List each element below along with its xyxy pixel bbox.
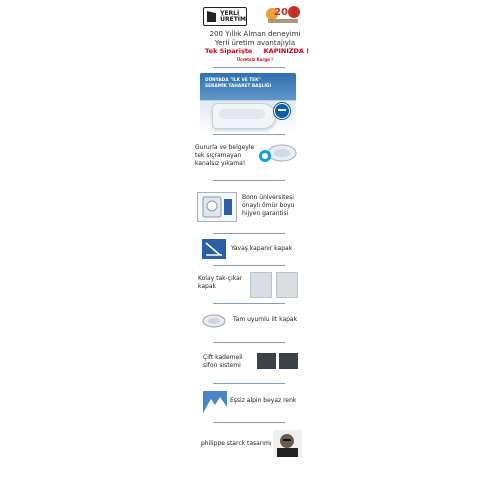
rimless-bowl-image (257, 143, 297, 167)
feature-line: kanalsız yıkama! (195, 160, 246, 167)
badge-line-1: YERLİ (220, 9, 240, 17)
feature-line: tek sıçramayan (195, 152, 242, 159)
intro-line-2: Yerli üretim avantajıyla (214, 39, 296, 47)
banner-line-2: SERAMİK TAHARET BAŞLIĞI (205, 83, 272, 89)
intro-text (205, 30, 305, 48)
divider (213, 180, 285, 181)
divider (213, 342, 285, 343)
feature-fitting-text (233, 316, 297, 324)
order-cta: Tek Siparişte KAPINIZDA ! (205, 47, 310, 55)
badge-line-2: ÜRETİM (220, 15, 246, 23)
feature-line: Bonn üniversitesi (242, 194, 294, 201)
feature-line: philippe starck tasarımı (201, 440, 272, 447)
quality-seal-icon (274, 103, 290, 119)
feature-alpine-text (230, 397, 296, 405)
toilet-seat-image (212, 103, 276, 129)
feature-line: kapak (198, 283, 217, 290)
feature-line: Gururla ve belgeyle (195, 144, 255, 151)
divider (213, 422, 285, 423)
dual-flush-image (257, 353, 299, 371)
divider (213, 265, 285, 266)
banner-line-1: DÜNYADA "İLK VE TEK" (205, 78, 261, 83)
feature-line: onaylı ömür boyu (242, 202, 295, 209)
feature-line: Yavaş kapanır kapak (231, 245, 293, 252)
divider (213, 303, 285, 304)
feature-line: Kolay tak-çıkar (198, 275, 243, 282)
fitting-seat-image (201, 311, 227, 329)
feature-line: Çift kademeli (203, 354, 243, 361)
feature-line: sifon sistemi (203, 362, 241, 369)
divider (213, 383, 285, 384)
years-number: 200 (274, 7, 295, 18)
soft-close-icon (202, 239, 226, 259)
quick-release-image (250, 272, 298, 296)
feature-designer-text (201, 440, 271, 448)
divider (213, 134, 285, 135)
feature-hygiene-text (242, 194, 294, 218)
feature-rimless-text (195, 144, 254, 168)
hygiene-certificate-image (197, 192, 237, 222)
feature-quickrelease-text (198, 275, 242, 291)
alpine-white-image (203, 391, 227, 413)
flag-icon (207, 11, 216, 22)
feature-softclose-text (231, 245, 292, 253)
designer-portrait-image (273, 430, 302, 457)
feature-line: Eşsiz alpin beyaz renk (230, 397, 297, 404)
200-years-logo (264, 3, 302, 25)
free-shipping-label: Ücretsiz Kargo ! (236, 57, 274, 62)
divider (213, 67, 285, 68)
feature-line: hijyen garantisi (242, 210, 289, 217)
feature-dualflush-text (203, 354, 243, 370)
yerli-uretim-badge (203, 7, 247, 26)
divider (213, 233, 285, 234)
intro-line-1: 200 Yıllık Alman deneyimi (209, 30, 301, 38)
product-banner[interactable] (200, 73, 296, 133)
feature-line: Tam uyumlu ilt kapak (233, 316, 298, 323)
